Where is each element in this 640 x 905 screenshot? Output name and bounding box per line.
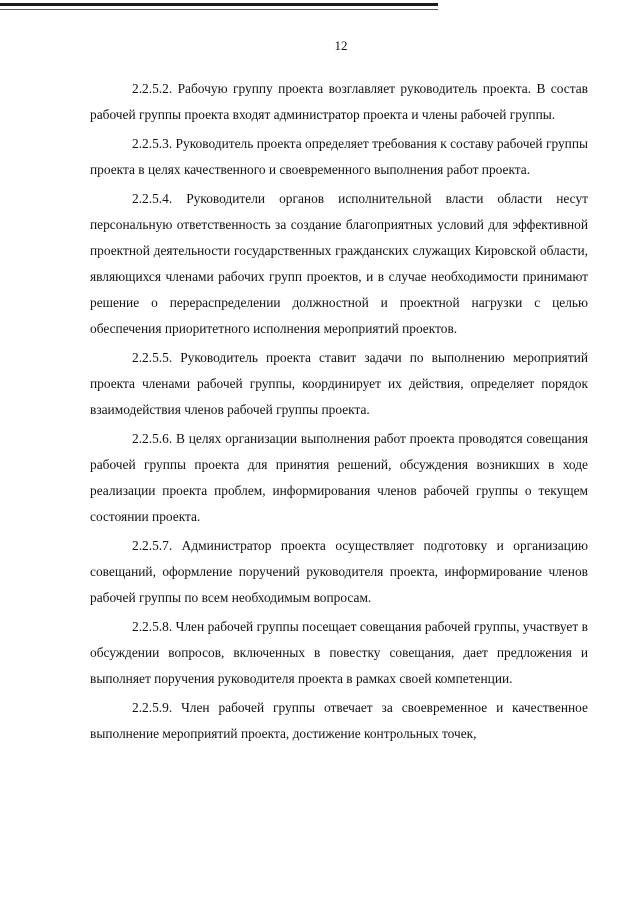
paragraph-2-2-5-3: 2.2.5.3. Руководитель проекта определяет требования к составу рабочей группы проекта в целях качественного и своевременного выполнения работ проекта. [90, 136, 588, 177]
paragraph-2-2-5-8: 2.2.5.8. Член рабочей группы посещает совещания рабочей группы, участвует в обсуждении вопросов, включенных в повестку совещания, дает предложения и выполняет поручения руководителя проекта в рамках своей компетенции. [90, 619, 588, 686]
top-border-line [0, 3, 438, 6]
top-border-thin-line [0, 9, 438, 10]
document-body [90, 76, 588, 750]
paragraph-2-2-5-6: 2.2.5.6. В целях организации выполнения работ проекта проводятся совещания рабочей группы проекта для принятия решений, обсуждения возникших в ходе реализации проекта проблем, информирования членов рабочей группы о текущем состоянии проекта. [90, 431, 588, 524]
paragraph-2-2-5-4: 2.2.5.4. Руководители органов исполнительной власти области несут персональную ответственность за создание благоприятных условий для эффективной проектной деятельности государственных гражданских служащих Кировской области, являющихся членами рабочих групп проектов, и в случае необходимости принимают решение о перераспределении должностной и проектной нагрузки с целью обеспечения приоритетного исполнения мероприятий проектов. [90, 191, 588, 336]
paragraph-2-2-5-5: 2.2.5.5. Руководитель проекта ставит задачи по выполнению мероприятий проекта членами рабочей группы, координирует их действия, определяет порядок взаимодействия членов рабочей группы проекта. [90, 350, 588, 417]
paragraph-2-2-5-9: 2.2.5.9. Член рабочей группы отвечает за своевременное и качественное выполнение мероприятий проекта, достижение контрольных точек, [90, 700, 588, 741]
page-number: 12 [334, 38, 348, 53]
paragraph-2-2-5-7: 2.2.5.7. Администратор проекта осуществляет подготовку и организацию совещаний, оформление поручений руководителя проекта, информирование членов рабочей группы по всем необходимым вопросам. [90, 538, 588, 605]
paragraph-2-2-5-2: 2.2.5.2. Рабочую группу проекта возглавляет руководитель проекта. В состав рабочей группы проекта входят администратор проекта и члены рабочей группы. [90, 81, 588, 122]
